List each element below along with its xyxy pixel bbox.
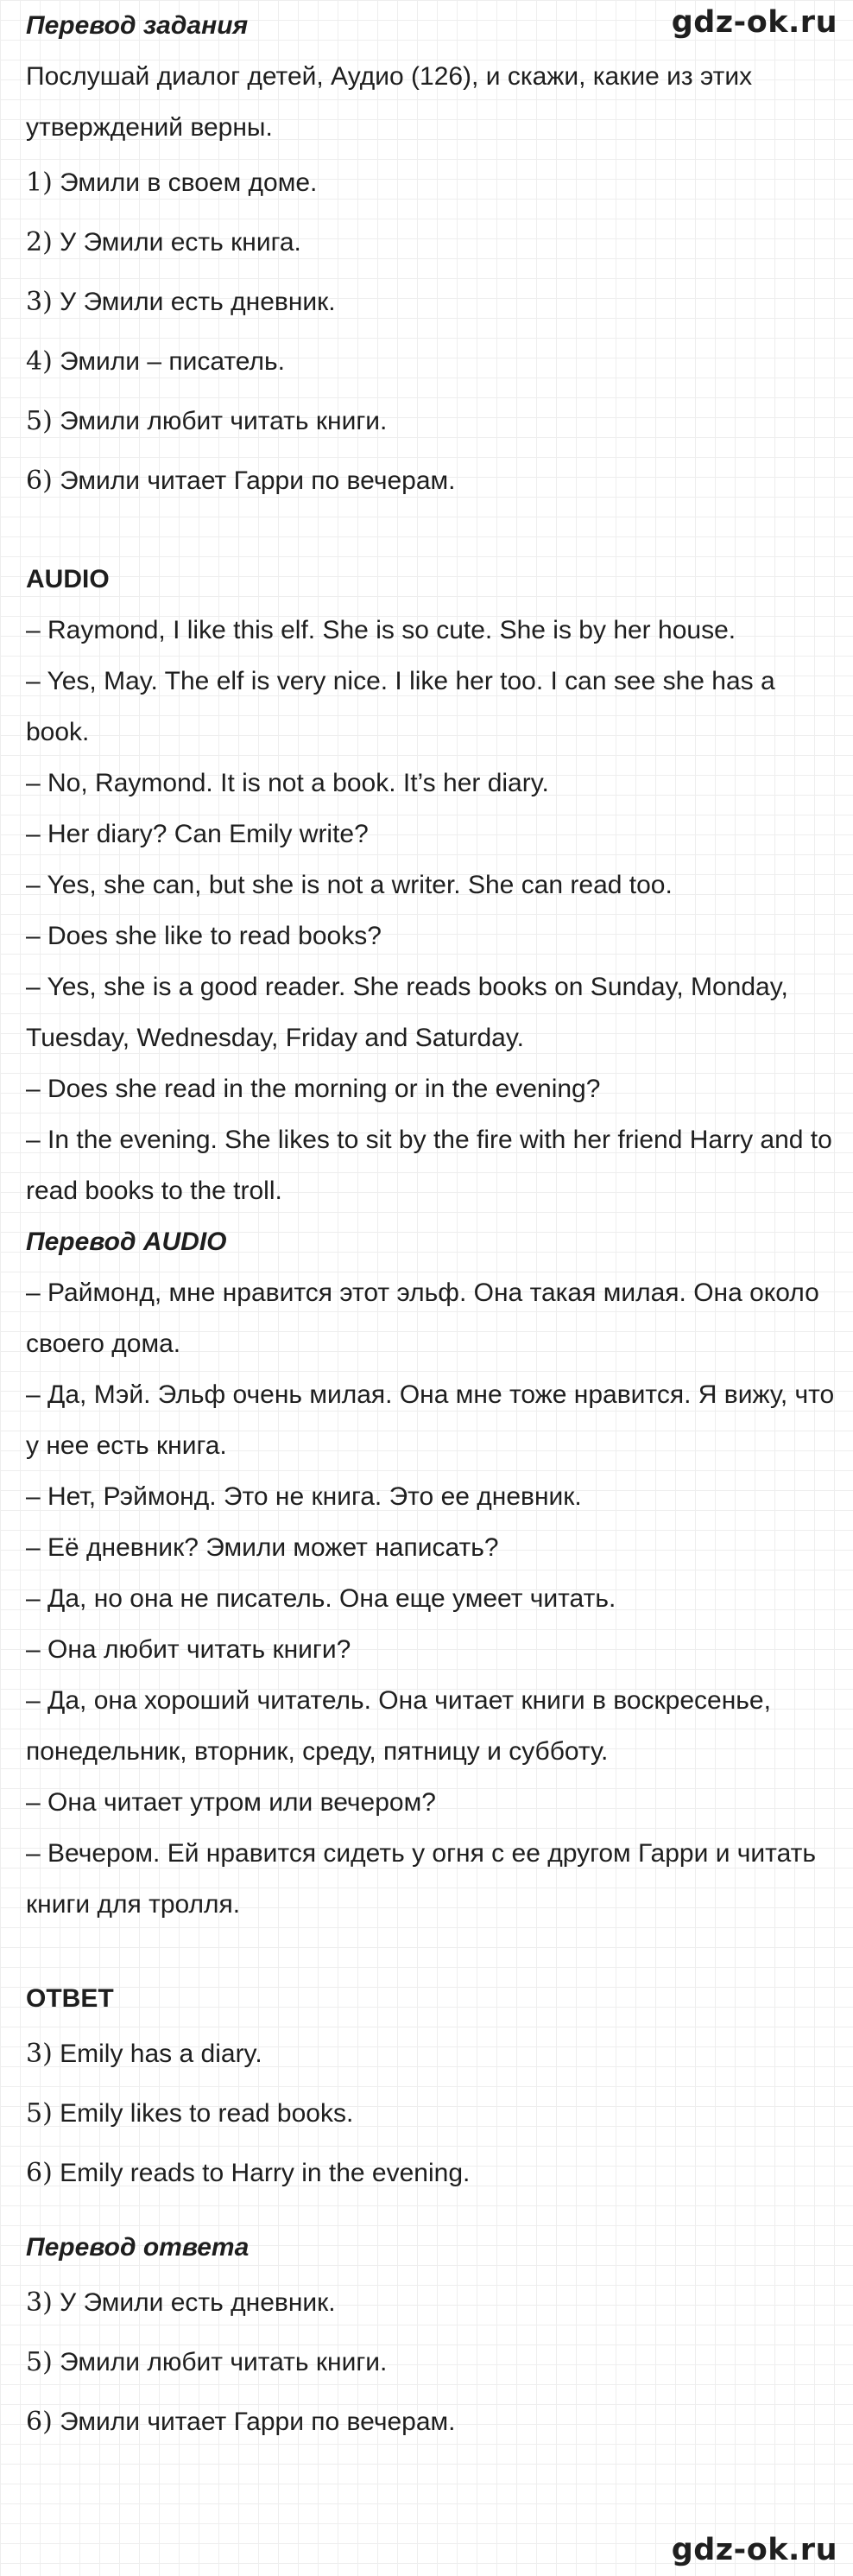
answer-translation-number: 5): [26, 2347, 53, 2377]
answer-text: Emily has a diary.: [60, 2040, 262, 2068]
statement-item: [26, 332, 837, 391]
statement-text: Эмили в своем доме.: [60, 168, 318, 197]
answer-translation-number: 6): [26, 2407, 53, 2437]
answer-translation-text: Эмили любит читать книги.: [60, 2348, 388, 2376]
dialogue-line: – Нет, Рэймонд. Это не книга. Это ее дневник.: [26, 1482, 582, 1511]
statement-item: [26, 153, 837, 213]
statement-text: Эмили читает Гарри по вечерам.: [60, 466, 456, 495]
answer-translation-heading: Перевод ответа: [26, 2233, 250, 2262]
statement-number: 1): [26, 168, 53, 198]
answer-item: [26, 2024, 837, 2084]
answer-number: 6): [26, 2158, 53, 2188]
dialogue-line: – Да, но она не писатель. Она еще умеет читать.: [26, 1584, 616, 1613]
statement-text: Эмили – писатель.: [60, 347, 285, 376]
answer-translation-item: [26, 2332, 837, 2392]
answer-translation-item: [26, 2273, 837, 2332]
document-page: [26, 0, 837, 2452]
spacer: [26, 1930, 837, 1973]
task-heading: Перевод задания: [26, 11, 249, 40]
answer-text: Emily likes to read books.: [60, 2099, 354, 2128]
answer-text: Emily reads to Harry in the evening.: [60, 2159, 471, 2187]
answer-section: [26, 1973, 837, 2203]
statement-number: 4): [26, 346, 53, 377]
dialogue-line: – Yes, she can, but she is not a writer. She can read too.: [26, 871, 673, 899]
answer-translation-text: У Эмили есть дневник.: [60, 2288, 336, 2317]
dialogue-line: – Does she like to read books?: [26, 922, 382, 950]
answer-translation-section: [26, 2222, 837, 2452]
dialogue-line: – Раймонд, мне нравится этот эльф. Она такая милая. Она около своего дома.: [26, 1278, 819, 1358]
spacer: [26, 2203, 837, 2222]
statement-item: [26, 213, 837, 272]
dialogue-line: – Она читает утром или вечером?: [26, 1788, 436, 1817]
answer-translation-item: [26, 2392, 837, 2452]
statement-number: 6): [26, 466, 53, 496]
statement-number: 5): [26, 406, 53, 436]
dialogue-line: – Она любит читать книги?: [26, 1635, 351, 1664]
site-logo-bottom: gdz-ok.ru: [671, 2533, 837, 2567]
site-logo: gdz-ok.ru: [671, 5, 837, 40]
spacer: [26, 511, 837, 554]
answer-heading: ОТВЕТ: [26, 1984, 114, 2013]
dialogue-line: – Her diary? Can Emily write?: [26, 820, 369, 848]
statement-number: 3): [26, 287, 53, 317]
dialogue-line: – Does she read in the morning or in the evening?: [26, 1075, 601, 1103]
answer-item: [26, 2143, 837, 2203]
dialogue-line: – Raymond, I like this elf. She is so cute. She is by her house.: [26, 616, 736, 644]
dialogue-line: – Вечером. Ей нравится сидеть у огня с ее другом Гарри и читать книги для тролля.: [26, 1839, 816, 1919]
dialogue-line: – Её дневник? Эмили может написать?: [26, 1533, 499, 1562]
audio-section: [26, 554, 837, 1216]
dialogue-line: – Yes, May. The elf is very nice. I like her too. I can see she has a book.: [26, 667, 775, 746]
statement-text: У Эмили есть дневник.: [60, 288, 336, 316]
dialogue-line: – Да, Мэй. Эльф очень милая. Она мне тоже нравится. Я вижу, что у нее есть книга.: [26, 1380, 835, 1460]
dialogue-line: – Yes, she is a good reader. She reads books on Sunday, Monday, Tuesday, Wednesday, Friday and Saturday.: [26, 973, 788, 1052]
audio-translation-heading: Перевод AUDIO: [26, 1228, 227, 1256]
dialogue-line: – In the evening. She likes to sit by the fire with her friend Harry and to read books to the troll.: [26, 1126, 832, 1205]
answer-number: 3): [26, 2039, 53, 2069]
task-statements: [26, 153, 837, 511]
statement-text: Эмили любит читать книги.: [60, 407, 388, 435]
answer-number: 5): [26, 2098, 53, 2129]
dialogue-line: – No, Raymond. It is not a book. It’s her diary.: [26, 769, 549, 797]
answer-translation-number: 3): [26, 2287, 53, 2318]
statement-number: 2): [26, 227, 53, 257]
dialogue-line: – Да, она хороший читатель. Она читает книги в воскресенье, понедельник, вторник, среду, пятницу и субботу.: [26, 1686, 771, 1766]
audio-translation-section: [26, 1216, 837, 1930]
task-intro: Послушай диалог детей, Аудио (126), и скажи, какие из этих утверждений верны.: [26, 62, 753, 142]
audio-heading: AUDIO: [26, 565, 110, 593]
statement-item: [26, 451, 837, 511]
statement-text: У Эмили есть книга.: [60, 228, 301, 257]
statement-item: [26, 272, 837, 332]
task-section: [26, 0, 837, 511]
answer-item: [26, 2084, 837, 2143]
answer-translation-text: Эмили читает Гарри по вечерам.: [60, 2408, 456, 2436]
statement-item: [26, 391, 837, 451]
